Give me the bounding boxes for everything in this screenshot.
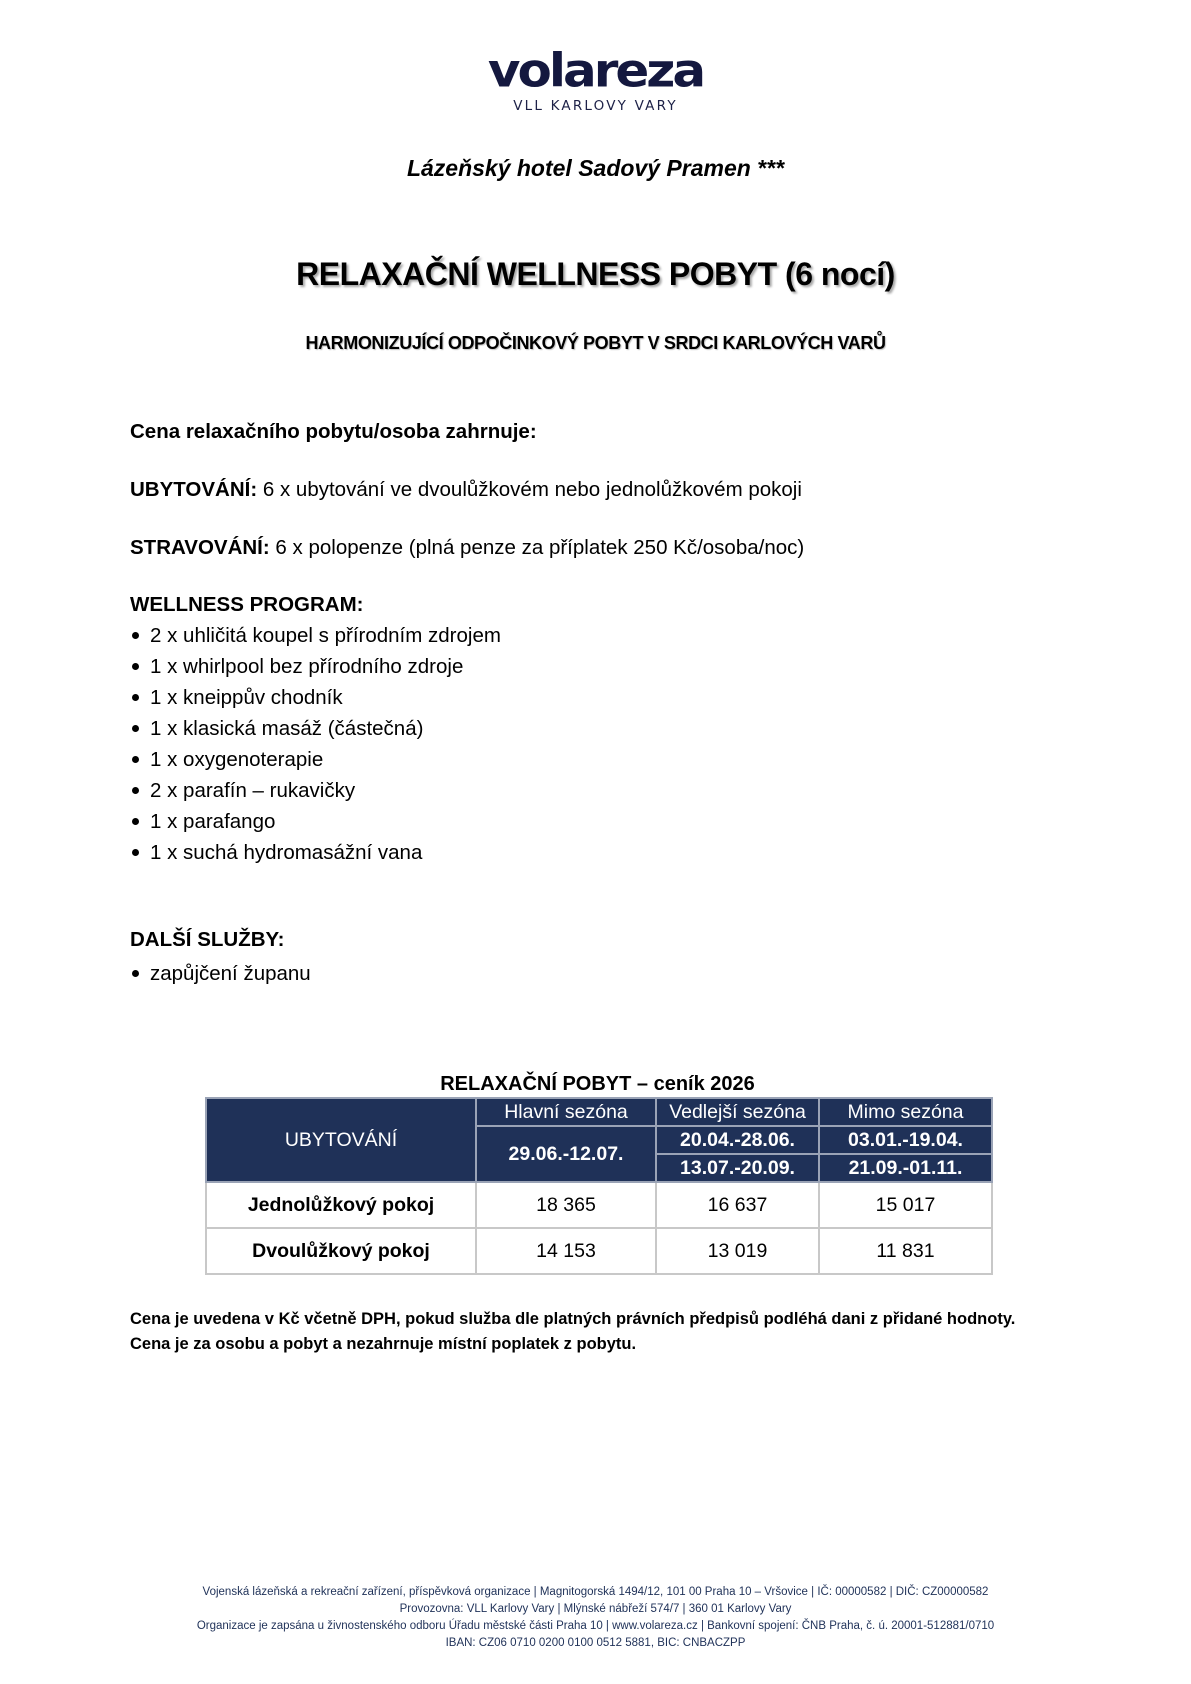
list-item: zapůjčení županu [130, 958, 311, 989]
room-type: Dvoulůžkový pokoj [206, 1228, 476, 1274]
list-item: 1 x oxygenoterapie [130, 744, 501, 775]
footer-line-organization: Vojenská lázeňská a rekreační zařízení, příspěvková organizace | Magnitogorská 1494/12, 101 00 Praha 10 – Vršovice | IČ: 00000582 | DIČ: CZ00000582 [202, 1586, 989, 1598]
hotel-name: Lázeňský hotel Sadový Pramen *** [406, 155, 785, 181]
room-type: Jednolůžkový pokoj [206, 1182, 476, 1228]
price-cell: 18 365 [476, 1182, 656, 1228]
bullet-icon [132, 970, 139, 977]
footer-line-branch: Provozovna: VLL Karlovy Vary | Mlýnské nábřeží 574/7 | 360 01 Karlovy Vary [399, 1603, 792, 1615]
price-notes [130, 1307, 1015, 1357]
page-footer [0, 1584, 1191, 1652]
list-item: 1 x klasická masáž (částečná) [130, 713, 501, 744]
note-local-fee: Cena je za osobu a pobyt a nezahrnuje místní poplatek z pobytu. [130, 1335, 637, 1353]
list-item: 1 x parafango [130, 806, 501, 837]
season-dates-secondary-2: 13.07.-20.09. [656, 1154, 819, 1182]
list-item: 1 x suchá hydromasážní vana [130, 837, 501, 868]
list-item: 2 x uhličitá koupel s přírodním zdrojem [130, 620, 501, 651]
table-row [206, 1228, 992, 1274]
page-subtitle: HARMONIZUJÍCÍ ODPOČINKOVÝ POBYT V SRDCI KARLOVÝCH VARŮ [305, 333, 886, 353]
accommodation-text: 6 x ubytování ve dvoulůžkovém nebo jednolůžkovém pokoji [257, 478, 802, 501]
table-row [206, 1182, 992, 1228]
season-header-secondary: Vedlejší sezóna [656, 1098, 819, 1126]
meals-line [130, 536, 804, 560]
season-dates-secondary-1: 20.04.-28.06. [656, 1126, 819, 1154]
bullet-icon [132, 787, 139, 794]
other-services-heading: DALŠÍ SLUŽBY: [130, 928, 285, 951]
other-services-list [130, 958, 311, 989]
list-item: 2 x parafín – rukavičky [130, 775, 501, 806]
bullet-icon [132, 632, 139, 639]
list-item: 1 x whirlpool bez přírodního zdroje [130, 651, 501, 682]
list-item: 1 x kneippův chodník [130, 682, 501, 713]
wellness-list [130, 620, 501, 868]
table-header-row [206, 1098, 992, 1126]
meals-text: 6 x polopenze (plná penze za příplatek 250 Kč/osoba/noc) [269, 536, 805, 559]
price-cell: 14 153 [476, 1228, 656, 1274]
footer-line-iban: IBAN: CZ06 0710 0200 0100 0512 5881, BIC: CNBACZPP [445, 1637, 746, 1649]
season-header-main: Hlavní sezóna [476, 1098, 656, 1126]
footer-line-registration: Organizace je zapsána u živnostenského odboru Úřadu městské části Praha 10 | www.volareza.cz | Bankovní spojení: ČNB Praha, č. ú. 20001-512881/0710 [196, 1620, 995, 1632]
price-cell: 11 831 [819, 1228, 992, 1274]
price-table [205, 1097, 993, 1275]
bullet-icon [132, 663, 139, 670]
price-cell: 15 017 [819, 1182, 992, 1228]
season-dates-off-1: 03.01.-19.04. [819, 1126, 992, 1154]
bullet-icon [132, 818, 139, 825]
price-cell: 13 019 [656, 1228, 819, 1274]
season-header-off: Mimo sezóna [819, 1098, 992, 1126]
meals-label: STRAVOVÁNÍ: [130, 536, 270, 559]
bullet-icon [132, 725, 139, 732]
bullet-icon [132, 694, 139, 701]
corner-header: UBYTOVÁNÍ [206, 1098, 476, 1182]
price-table-title: RELAXAČNÍ POBYT – ceník 2026 [440, 1073, 755, 1095]
price-includes-heading: Cena relaxačního pobytu/osoba zahrnuje: [130, 420, 537, 443]
logo-subline: VLL KARLOVY VARY [513, 98, 678, 114]
page-title: RELAXAČNÍ WELLNESS POBYT (6 nocí) [296, 256, 895, 292]
brand-logo [0, 46, 1191, 114]
price-cell: 16 637 [656, 1182, 819, 1228]
season-dates-off-2: 21.09.-01.11. [819, 1154, 992, 1182]
bullet-icon [132, 756, 139, 763]
bullet-icon [132, 849, 139, 856]
logo-wordmark: volareza [487, 44, 704, 98]
note-vat: Cena je uvedena v Kč včetně DPH, pokud služba dle platných právních předpisů podléhá dani z přidané hodnoty. [130, 1310, 1016, 1328]
wellness-heading: WELLNESS PROGRAM: [130, 593, 364, 616]
accommodation-label: UBYTOVÁNÍ: [130, 478, 258, 501]
season-dates-main: 29.06.-12.07. [476, 1126, 656, 1182]
accommodation-line [130, 478, 802, 502]
